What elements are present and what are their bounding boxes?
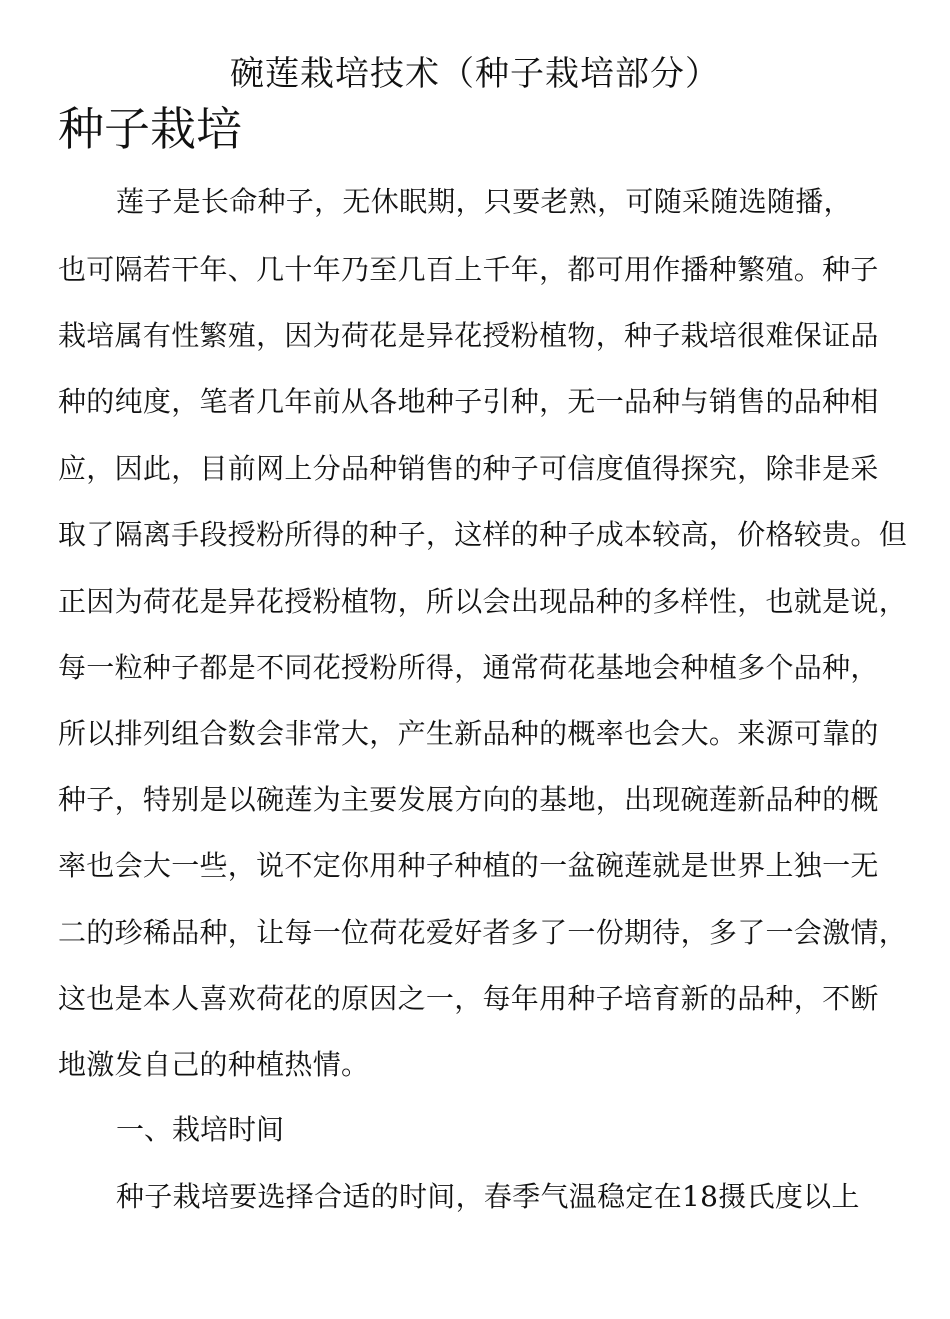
paragraph-line: 每一粒种子都是不同花授粉所得，通常荷花基地会种植多个品种， — [58, 651, 879, 684]
paragraph-line — [116, 1177, 860, 1217]
paragraph-text: 种子栽培要选择合适的时间，春季气温稳定在 — [116, 1180, 683, 1213]
paragraph-line: 取了隔离手段授粉所得的种子，这样的种子成本较高，价格较贵。但 — [58, 518, 908, 551]
paragraph-line: 率也会大一些，说不定你用种子种植的一盆碗莲就是世界上独一无 — [58, 849, 879, 882]
paragraph-line: 栽培属有性繁殖，因为荷花是异花授粉植物，种子栽培很难保证品 — [58, 319, 879, 352]
paragraph-line: 地激发自己的种植热情。 — [58, 1048, 370, 1081]
subsection-heading: 一、栽培时间 — [116, 1113, 285, 1146]
paragraph-line: 二的珍稀品种，让每一位荷花爱好者多了一份期待，多了一会激情， — [58, 916, 908, 949]
paragraph-line: 这也是本人喜欢荷花的原因之一，每年用种子培育新的品种，不断 — [58, 982, 879, 1015]
paragraph-line: 种子，特别是以碗莲为主要发展方向的基地，出现碗莲新品种的概 — [58, 783, 879, 816]
paragraph-line: 正因为荷花是异花授粉植物，所以会出现品种的多样性，也就是说， — [58, 585, 908, 618]
paragraph-text: 摄氏度以上 — [718, 1180, 860, 1213]
temperature-value: 18 — [682, 1180, 719, 1213]
paragraph-line: 应，因此，目前网上分品种销售的种子可信度值得探究，除非是采 — [58, 452, 879, 485]
section-heading: 种子栽培 — [58, 102, 242, 156]
paragraph-line: 种的纯度，笔者几年前从各地种子引种，无一品种与销售的品种相 — [58, 385, 879, 418]
paragraph-line: 也可隔若干年、几十年乃至几百上千年，都可用作播种繁殖。种子 — [58, 253, 879, 286]
paragraph-line: 所以排列组合数会非常大，产生新品种的概率也会大。来源可靠的 — [58, 717, 879, 750]
paragraph-line: 莲子是长命种子，无休眠期，只要老熟，可随采随选随播， — [116, 185, 852, 218]
document-title: 碗莲栽培技术（种子栽培部分） — [230, 54, 720, 94]
